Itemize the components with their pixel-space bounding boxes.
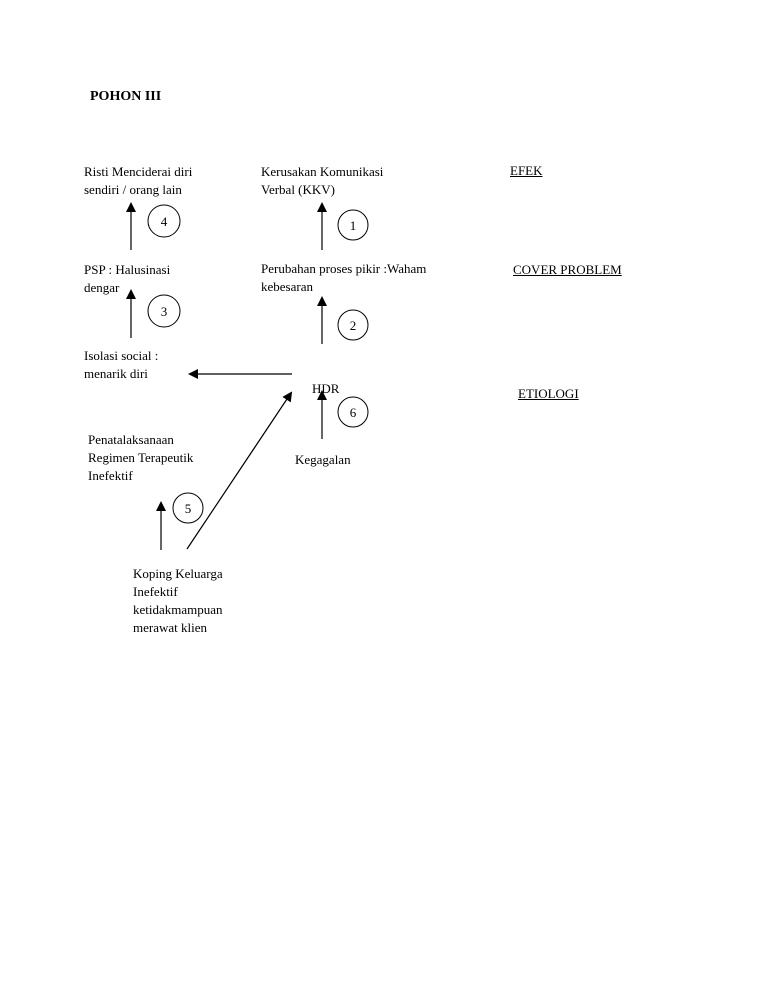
page-title: POHON III	[90, 89, 162, 104]
label-etiologi: ETIOLOGI	[518, 386, 579, 401]
number-4: 4	[160, 214, 168, 229]
label-cover-problem: COVER PROBLEM	[513, 262, 622, 277]
number-2: 2	[349, 318, 357, 333]
number-3: 3	[160, 304, 168, 319]
number-6: 6	[349, 405, 357, 420]
number-1: 1	[349, 218, 357, 233]
node-hdr: HDR	[312, 381, 340, 396]
node-penatalaksanaan: Penatalaksanaan Regimen Terapeutik Inefektif	[88, 432, 194, 483]
node-waham: Perubahan proses pikir :Waham kebesaran	[261, 261, 427, 294]
number-5: 5	[184, 501, 192, 516]
label-efek: EFEK	[510, 163, 543, 178]
node-kkv: Kerusakan Komunikasi Verbal (KKV)	[261, 164, 384, 197]
arrow-koping-to-hdr	[184, 393, 291, 549]
node-isolasi: Isolasi social : menarik diri	[84, 348, 159, 381]
node-kegagalan: Kegagalan	[295, 452, 351, 467]
node-psp: PSP : Halusinasi dengar	[84, 262, 171, 295]
node-risti: Risti Menciderai diri sendiri / orang lain	[84, 164, 193, 197]
node-koping: Koping Keluarga Inefektif ketidakmampuan merawat klien	[133, 566, 223, 635]
